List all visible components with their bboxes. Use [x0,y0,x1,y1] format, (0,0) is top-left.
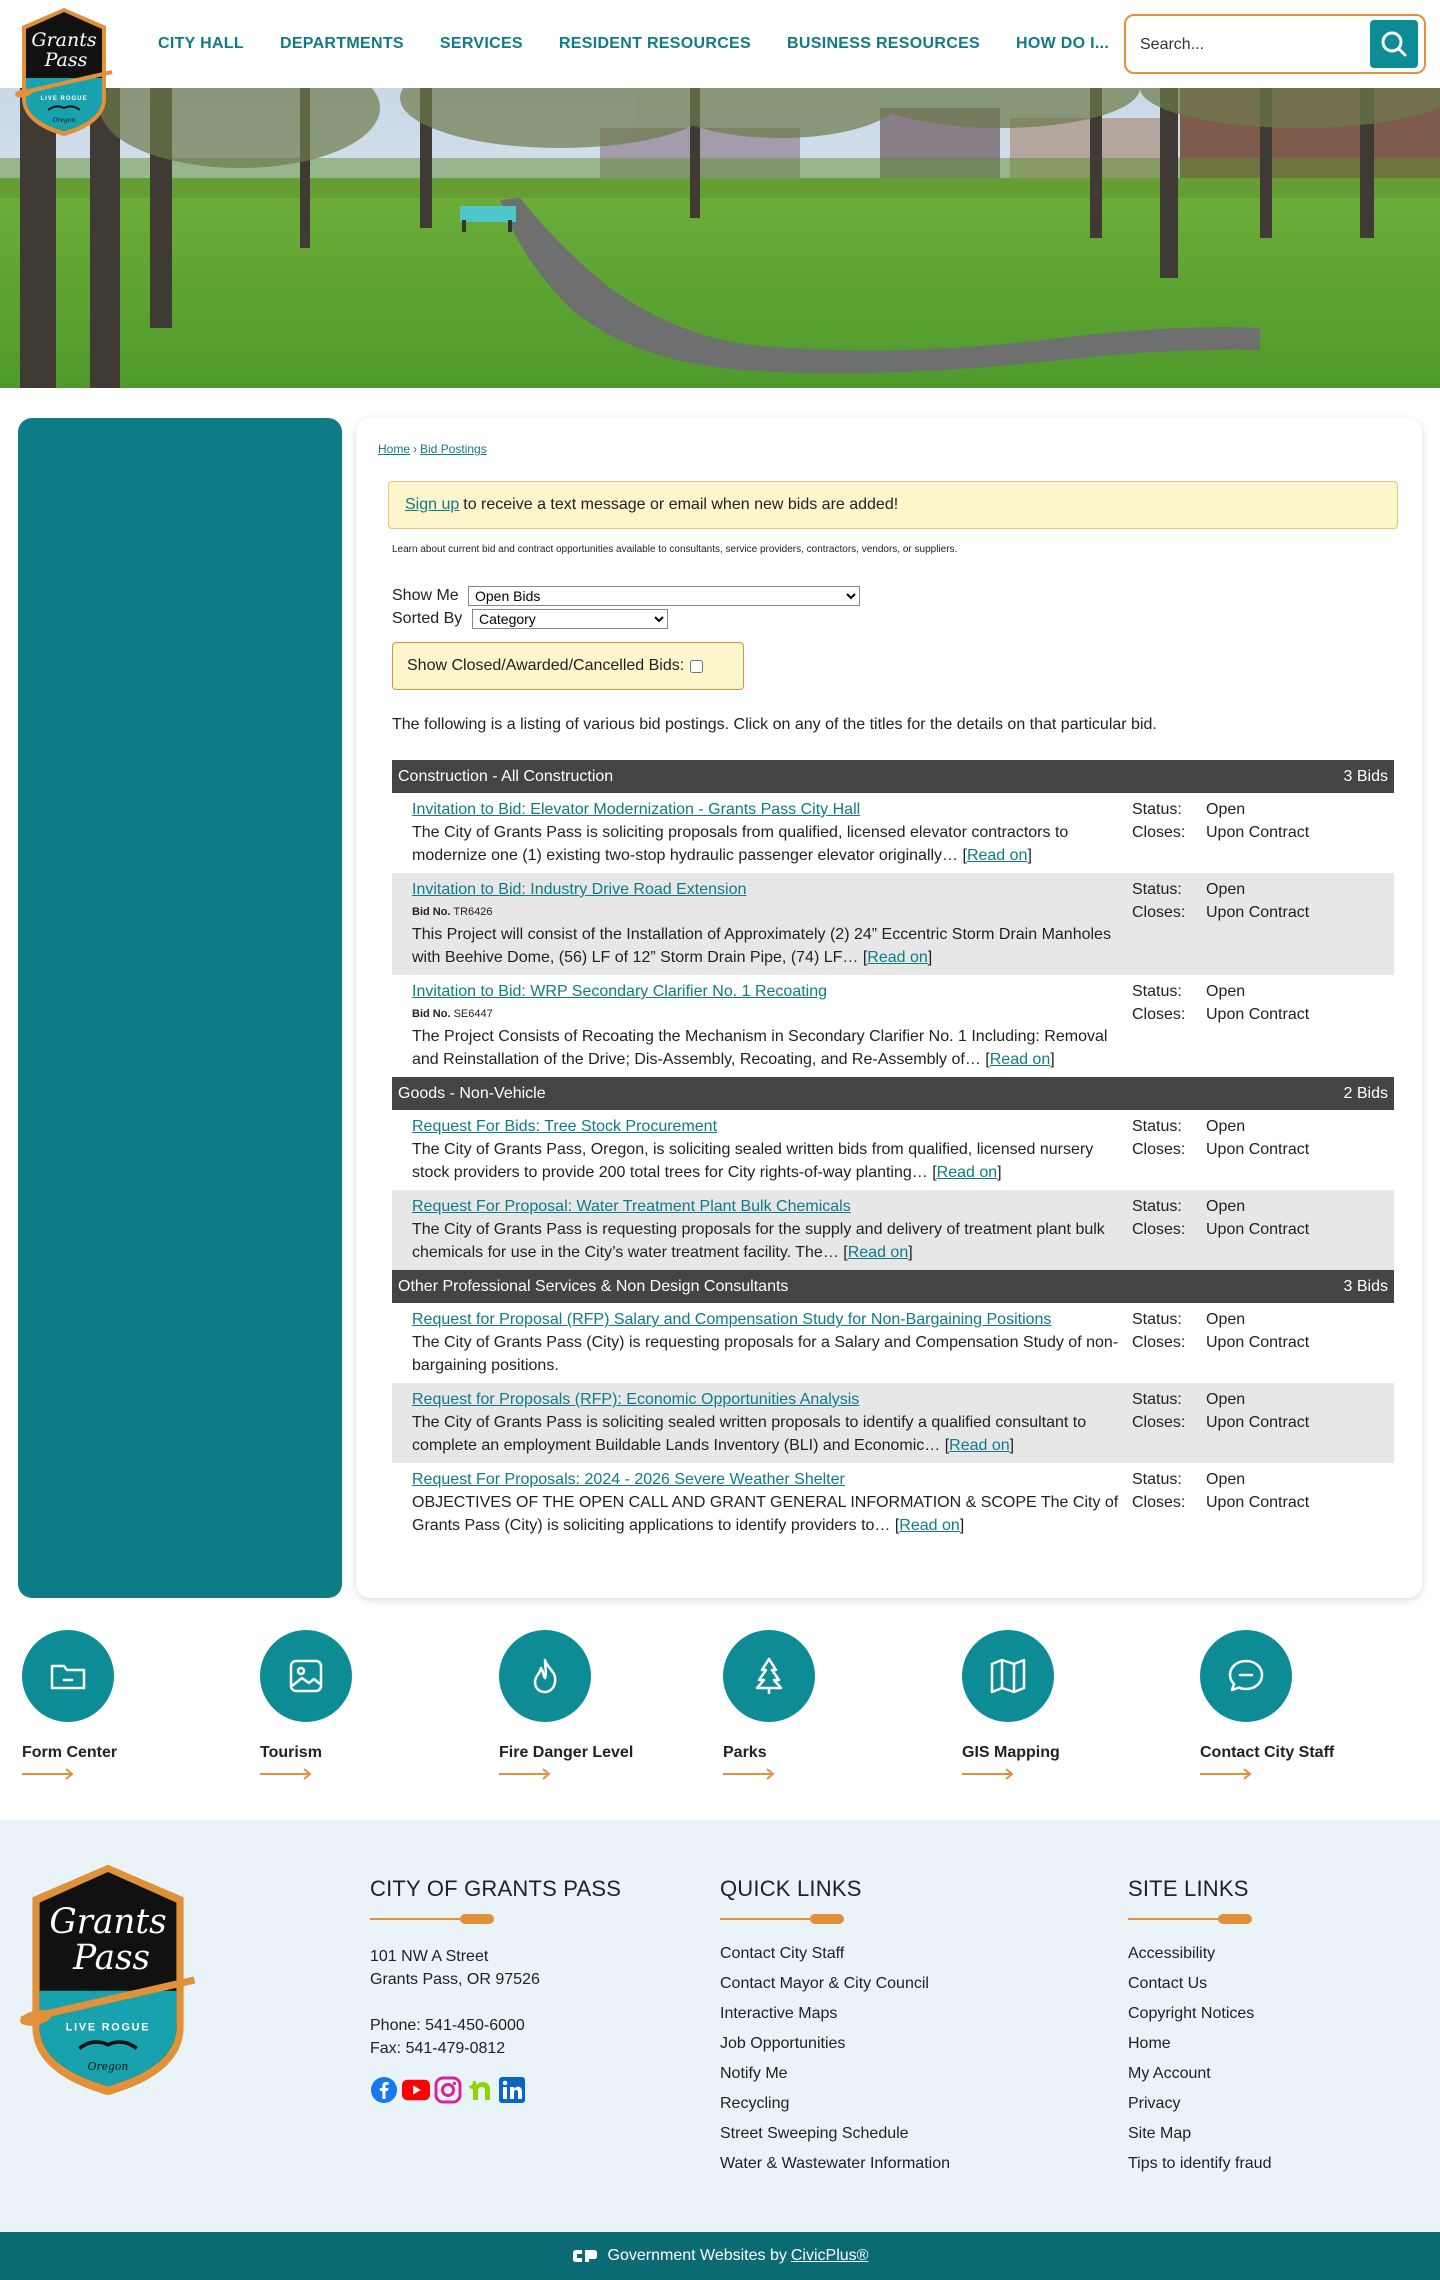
quick-link-contact-staff[interactable] [1200,1630,1420,1785]
arrow-right-icon [1200,1768,1254,1780]
category-name: Construction - All Construction [398,767,614,785]
show-closed-label: Show Closed/Awarded/Cancelled Bids: [407,657,685,674]
bid-status [1132,1195,1392,1241]
tourism-circle [260,1630,352,1722]
footer-link-fraud-tips[interactable]: Tips to identify fraud [1128,2155,1272,2172]
breadcrumb [378,442,487,456]
bid-row [392,873,1394,975]
site-footer [0,1820,1440,2232]
footer-address-line1: 101 NW A Street [370,1948,489,1965]
bid-title-link[interactable]: Invitation to Bid: WRP Secondary Clarifier No. 1 Recoating [412,983,828,1000]
bid-title-link[interactable]: Request For Proposal: Water Treatment Plant Bulk Chemicals [412,1198,851,1215]
footer-logo-tag: LIVE ROGUE [65,2021,151,2034]
footer-city-heading: CITY OF GRANTS PASS [370,1876,622,1901]
nav-services[interactable]: SERVICES [439,35,523,52]
bid-description: This Project will consist of the Installation of Approximately (2) 24” Eccentric Storm Drain Manholes with Beehive Dome, (56) LF of 12” Storm Drain Pipe, (74) LF… [412,926,1111,966]
category-count: 2 Bids [1343,1084,1388,1102]
footer-logo-line2: Pass [73,1938,151,1979]
sorted-by-label: Sorted By [392,610,463,627]
bid-number [412,1003,1132,1025]
bid-number-value: TR6426 [453,906,493,918]
bid-number-label: Bid No. [412,1008,451,1020]
status-value: Open [1206,1118,1246,1135]
nextdoor-icon[interactable] [466,2076,494,2104]
bid-status-line [1132,980,1392,1003]
status-label: Status: [1132,1198,1182,1215]
status-value: Open [1206,983,1246,1000]
signup-text: to receive a text message or email when new bids are added! [463,496,899,513]
closes-value: Upon Contract [1206,1494,1310,1511]
form-center-circle [22,1630,114,1722]
fire-danger-circle [499,1630,591,1722]
bid-main: Request For Bids: Tree Stock Procurement The City of Grants Pass, Oregon, is soliciting sealed written bids from qualified, licensed nursery stock providers to provide 200 total trees for City rights-of-way planting… [Read on] [412,1115,1132,1184]
logo-badge [14,6,114,138]
arrow-right-icon [260,1768,314,1780]
bid-main: Request for Proposals (RFP): Economic Opportunities Analysis The City of Grants Pass is soliciting sealed written proposals to identify a qualified consultant to complete an employment Buildable Lands Inventory (BLI) and Economic… [Read on] [412,1388,1132,1457]
bid-row [392,1463,1394,1543]
bid-closes-line [1132,1218,1392,1241]
status-value: Open [1206,1471,1246,1488]
bid-row [392,793,1394,873]
read-on-link[interactable]: Read on [936,1164,998,1181]
footer-link-jobs[interactable]: Job Opportunities [720,2035,846,2052]
bid-status-line [1132,878,1392,901]
status-value: Open [1206,1391,1246,1408]
bid-main: Invitation to Bid: WRP Secondary Clarifier No. 1 Recoating Bid No. SE6447 The Project Consists of Recoating the Mechanism in Secondary Clarifier No. 1 Including: Removal and Reinstallation of the Drive; Dis-Assembly, Recoating, and Re-Assembly of… [Read on] [412,980,1132,1071]
logo-line1: Grants [31,29,97,51]
status-value: Open [1206,801,1246,818]
flame-icon [521,1652,569,1700]
bid-description: The City of Grants Pass is requesting proposals for the supply and delivery of treatment plant bulk chemicals for use in the City’s water treatment facility. The… [412,1221,1105,1261]
bid-status [1132,878,1392,924]
bid-closes-line [1132,1003,1392,1026]
bid-description: The Project Consists of Recoating the Mechanism in Secondary Clarifier No. 1 Including: Removal and Reinstallation of the Drive; Dis-Assembly, Recoating, and Re-Assembly of… [412,1028,1108,1068]
bid-status-line [1132,1115,1392,1138]
nav-how-do-i[interactable]: HOW DO I... [1016,35,1110,52]
nav-resident-resources[interactable]: RESIDENT RESOURCES [558,35,752,52]
bid-row [392,1303,1394,1383]
status-label: Status: [1132,1311,1182,1328]
footer-link-interactive-maps[interactable]: Interactive Maps [720,2005,838,2022]
read-on-link[interactable]: Read on [847,1244,909,1261]
arrow-right-icon [22,1768,76,1780]
listing-description: The following is a listing of various bid postings. Click on any of the titles for the details on that particular bid. [392,716,1157,733]
signup-link[interactable]: Sign up [405,496,460,513]
read-on-link[interactable]: Read on [966,847,1028,864]
footer-link-accessibility[interactable]: Accessibility [1128,1945,1216,1962]
paddle-divider-icon [720,1912,844,1926]
closes-label: Closes: [1132,1334,1186,1351]
category-header [392,760,1394,793]
bid-closes-line [1132,821,1392,844]
chat-icon [1222,1652,1270,1700]
bid-status-line [1132,1195,1392,1218]
read-on-link[interactable]: Read on [989,1051,1051,1068]
closes-value: Upon Contract [1206,1414,1310,1431]
social-links [370,2076,621,2104]
category-name: Goods - Non-Vehicle [398,1084,546,1102]
bid-status [1132,1468,1392,1514]
bid-closes-line [1132,1331,1392,1354]
footer-link-copyright[interactable]: Copyright Notices [1128,2005,1255,2022]
breadcrumb-home[interactable]: Home [378,442,411,456]
footer-quick-heading: QUICK LINKS [720,1876,862,1901]
closes-label: Closes: [1132,904,1186,921]
show-closed-box [392,642,744,690]
civicplus-logo-icon [572,2248,598,2264]
closes-value: Upon Contract [1206,1221,1310,1238]
footer-logo-badge [18,1860,198,2100]
bid-description: The City of Grants Pass (City) is requesting proposals for a Salary and Compensation Study of non-bargaining positions. [412,1334,1119,1374]
linkedin-icon[interactable] [498,2076,526,2104]
footer-phone: Phone: 541-450-6000 [370,2017,525,2034]
arrow-right-icon [723,1768,777,1780]
show-me-select[interactable] [468,586,860,606]
closes-value: Upon Contract [1206,824,1310,841]
status-label: Status: [1132,1118,1182,1135]
bid-closes-line [1132,1411,1392,1434]
nav-business-resources[interactable]: BUSINESS RESOURCES [787,35,981,52]
footer-link-contact-staff[interactable]: Contact City Staff [720,1945,845,1962]
bid-status [1132,798,1392,844]
footer-address-line2: Grants Pass, OR 97526 [370,1971,540,1988]
intro-text: Learn about current bid and contract opportunities available to consultants, service providers, contractors, vendors, or suppliers. [392,544,958,555]
footer-logo-line1: Grants [49,1902,167,1943]
quick-link-label: Parks [723,1744,767,1761]
logo-tag: LIVE ROGUE [40,96,88,102]
status-label: Status: [1132,801,1182,818]
facebook-icon[interactable] [370,2076,398,2104]
status-label: Status: [1132,1471,1182,1488]
search-icon [1379,29,1409,59]
footer-link-contact-us[interactable]: Contact Us [1128,1975,1208,1992]
site-header [0,0,1440,88]
hero-image [0,88,1440,388]
bid-title-link[interactable]: Request For Proposals: 2024 - 2026 Severe Weather Shelter [412,1471,845,1488]
youtube-icon[interactable] [402,2076,430,2104]
footer-fax: Fax: 541-479-0812 [370,2040,506,2057]
bid-main: Request For Proposals: 2024 - 2026 Severe Weather Shelter OBJECTIVES OF THE OPEN CALL AND GRANT GENERAL INFORMATION & SCOPE The City of Grants Pass (City) is soliciting applications to identify providers to… [Read on] [412,1468,1132,1537]
quick-links-bar [0,1630,1440,1820]
footer-logo-state: Oregon [87,2060,129,2073]
bid-title-link[interactable]: Request for Proposal (RFP) Salary and Compensation Study for Non-Bargaining Positions [412,1311,1052,1328]
closes-value: Upon Contract [1206,1334,1310,1351]
bid-number-label: Bid No. [412,906,451,918]
bid-main: Request For Proposal: Water Treatment Plant Bulk Chemicals The City of Grants Pass is requesting proposals for the supply and delivery of treatment plant bulk chemicals for use in the City’s water treatment facility. The… [Read on] [412,1195,1132,1264]
closes-value: Upon Contract [1206,1141,1310,1158]
signup-notice [388,481,1398,529]
show-me-label: Show Me [392,587,459,604]
bid-closes-line [1132,901,1392,924]
bid-row [392,1190,1394,1270]
read-on-link[interactable]: Read on [899,1517,960,1534]
category-count: 3 Bids [1343,1277,1388,1295]
footer-quick-links-column [720,1876,950,2179]
status-label: Status: [1132,983,1182,1000]
footer-link-site-map[interactable]: Site Map [1128,2125,1192,2142]
civicplus-text: Government Websites by [607,2247,787,2264]
status-value: Open [1206,1198,1246,1215]
bid-number-value: SE6447 [453,1008,493,1020]
footer-site-heading: SITE LINKS [1128,1876,1249,1901]
bid-title-link[interactable]: Request For Bids: Tree Stock Procurement [412,1118,718,1135]
category-count: 3 Bids [1343,767,1388,785]
quick-link-label: Fire Danger Level [499,1744,634,1761]
bid-closes-line [1132,1138,1392,1161]
quick-link-tourism[interactable] [260,1630,480,1785]
bid-title-link[interactable]: Invitation to Bid: Industry Drive Road Extension [412,881,747,898]
image-icon [282,1652,330,1700]
closes-label: Closes: [1132,1141,1186,1158]
closes-label: Closes: [1132,1006,1186,1023]
civicplus-link[interactable]: CivicPlus® [790,2247,869,2264]
site-logo[interactable] [14,6,114,138]
category-header [392,1270,1394,1303]
bid-status-line [1132,798,1392,821]
folder-icon [44,1652,92,1700]
footer-link-home[interactable]: Home [1128,2035,1171,2052]
quick-link-label: Tourism [260,1744,322,1761]
bid-row [392,975,1394,1077]
contact-staff-circle [1200,1630,1292,1722]
instagram-icon[interactable] [434,2076,462,2104]
footer-link-contact-mayor[interactable]: Contact Mayor & City Council [720,1975,929,1992]
search-button[interactable] [1370,20,1418,68]
bid-table [392,760,1394,1543]
footer-link-notify-me[interactable]: Notify Me [720,2065,788,2082]
park-path-image [0,88,1440,388]
bid-row [392,1110,1394,1190]
bid-closes-line [1132,1491,1392,1514]
footer-link-water[interactable]: Water & Wastewater Information [720,2155,950,2172]
quick-link-gis-mapping[interactable] [962,1630,1182,1785]
bid-description: The City of Grants Pass, Oregon, is soliciting sealed written bids from qualified, licensed nursery stock providers to provide 200 total trees for City rights-of-way planting… [412,1141,1094,1181]
bid-status [1132,1388,1392,1434]
parks-circle [723,1630,815,1722]
quick-link-label: GIS Mapping [962,1744,1060,1761]
bid-title-link[interactable]: Request for Proposals (RFP): Economic Opportunities Analysis [412,1391,860,1408]
sorted-by-select[interactable] [472,609,668,629]
closes-value: Upon Contract [1206,1006,1310,1023]
logo-line2: Pass [44,49,88,71]
nav-departments[interactable]: DEPARTMENTS [279,35,404,52]
closes-label: Closes: [1132,824,1186,841]
map-icon [984,1652,1032,1700]
bid-status [1132,1308,1392,1354]
read-on-link[interactable]: Read on [949,1437,1010,1454]
search-input[interactable] [1140,30,1360,60]
bid-status [1132,980,1392,1026]
closes-label: Closes: [1132,1414,1186,1431]
bid-main: Invitation to Bid: Industry Drive Road Extension Bid No. TR6426 This Project will consist of the Installation of Approximately (2) 24” Eccentric Storm Drain Manholes with Beehive Dome, (56) LF of 12” Storm Drain Pipe, (74) LF… [Read on] [412,878,1132,969]
bid-main: Invitation to Bid: Elevator Modernization - Grants Pass City Hall The City of Grants Pass is soliciting proposals from qualified, licensed elevator contractors to modernize one (1) existing two-stop hydraulic passenger elevator originally… [Read on] [412,798,1132,867]
arrow-right-icon [962,1768,1016,1780]
bid-status-line [1132,1468,1392,1491]
bid-main [412,1308,1132,1377]
bid-title-link[interactable]: Invitation to Bid: Elevator Modernization - Grants Pass City Hall [412,801,861,818]
footer-link-my-account[interactable]: My Account [1128,2065,1211,2082]
status-label: Status: [1132,881,1182,898]
footer-logo[interactable] [18,1860,198,2105]
quick-link-fire-danger[interactable] [499,1630,719,1785]
footer-link-street-sweeping[interactable]: Street Sweeping Schedule [720,2125,909,2142]
paddle-divider-icon [370,1912,494,1926]
closes-label: Closes: [1132,1494,1186,1511]
content-card [356,418,1422,1598]
footer-link-privacy[interactable]: Privacy [1128,2095,1181,2112]
bid-row [392,1383,1394,1463]
civicplus-bar [0,2232,1440,2280]
footer-city-column [370,1876,621,2104]
closes-label: Closes: [1132,1221,1186,1238]
category-name: Other Professional Services & Non Design Consultants [398,1277,789,1295]
breadcrumb-separator: › [413,442,418,456]
closes-value: Upon Contract [1206,904,1310,921]
quick-link-parks[interactable] [723,1630,943,1785]
bid-status-line [1132,1388,1392,1411]
gis-mapping-circle [962,1630,1054,1722]
main-nav [140,0,1127,88]
bid-number [412,901,1132,923]
footer-link-recycling[interactable]: Recycling [720,2095,790,2112]
footer-site-links-column [1128,1876,1271,2179]
status-label: Status: [1132,1391,1182,1408]
bid-description: The City of Grants Pass is soliciting sealed written proposals to identify a qualified consultant to complete an employment Buildable Lands Inventory (BLI) and Economic… [412,1414,1087,1454]
show-closed-checkbox[interactable] [690,660,703,673]
arrow-right-icon [499,1768,553,1780]
paddle-divider-icon [1128,1912,1252,1926]
quick-link-form-center[interactable] [22,1630,242,1785]
quick-link-label: Contact City Staff [1200,1744,1335,1761]
logo-state: Oregon [52,117,76,124]
show-me-row [392,586,860,606]
category-header [392,1077,1394,1110]
read-on-link[interactable]: Read on [867,949,928,966]
quick-link-label: Form Center [22,1744,118,1761]
status-value: Open [1206,881,1246,898]
bid-description: The City of Grants Pass is soliciting proposals from qualified, licensed elevator contractors to modernize one (1) existing two-stop hydraulic passenger elevator originally… [412,824,1069,864]
bid-status [1132,1115,1392,1161]
breadcrumb-bid-postings[interactable]: Bid Postings [420,442,487,456]
nav-city-hall[interactable]: CITY HALL [158,35,244,52]
sorted-by-row [392,609,668,629]
status-value: Open [1206,1311,1246,1328]
search-box [1124,14,1426,74]
sidebar-panel [18,418,342,1598]
bid-status-line [1132,1308,1392,1331]
tree-icon [745,1652,793,1700]
bid-description: OBJECTIVES OF THE OPEN CALL AND GRANT GENERAL INFORMATION & SCOPE The City of Grants Pass (City) is soliciting applications to identify providers to… [412,1494,1119,1534]
